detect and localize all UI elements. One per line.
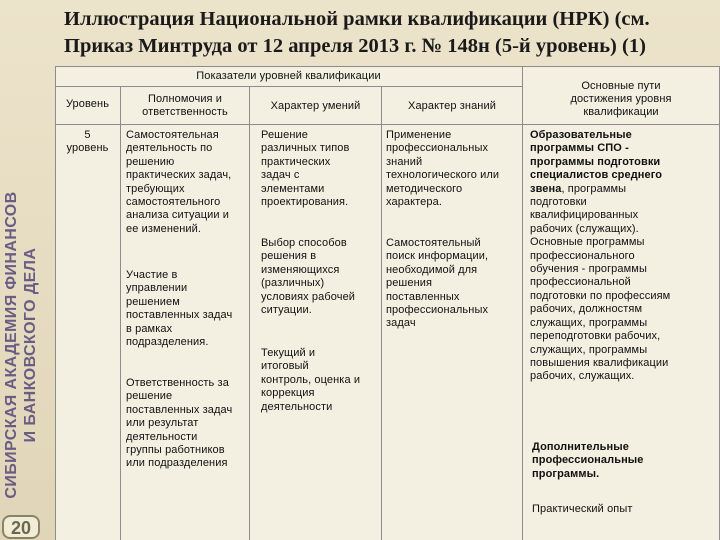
paths-education-heading: Образовательные программы СПО - программы подготовки специалистов среднего звена (530, 129, 663, 195)
paths-education-tail: , программы подготовки квалифицированных рабочих (служащих). Основные программы профессионального обучения - программы профессиональной подготовки по профессиям рабочих, должностям служащих, программы переподготовки рабочих, служащих, программы повышения квалификации рабочих, служащих. (530, 182, 671, 383)
group-header-divider (55, 86, 522, 87)
paths-additional: Дополнительные профессиональные программы. (532, 441, 644, 480)
level-cell: 5 уровень (66, 129, 109, 155)
knowledge-paragraph-1: Применение профессиональных знаний технологического или методического характера. (386, 129, 500, 209)
header-level: Уровень (65, 98, 110, 110)
skills-paragraph-3: Текущий и итоговый контроль, оценка и коррекция деятельности (261, 347, 361, 413)
column-divider-2 (249, 86, 250, 540)
column-divider-3 (381, 86, 382, 540)
header-knowledge: Характер знаний (408, 100, 496, 112)
skills-paragraph-1: Решение различных типов практических задач с элементами проектирования. (261, 129, 350, 209)
table-top-border (55, 66, 720, 67)
authority-paragraph-1: Самостоятельная деятельность по решению практических задач, требующих самостоятельного анализа ситуации и ее изменений. (126, 129, 232, 235)
header-authority: Полномочия и ответственность (142, 93, 228, 118)
academy-vertical-caption: СИБИРСКАЯ АКАДЕМИЯ ФИНАНСОВ И БАНКОВСКОГО ДЕЛА (3, 191, 39, 499)
skills-paragraph-2: Выбор способов решения в изменяющихся (различных) условиях рабочей ситуации. (261, 237, 356, 317)
header-skills: Характер умений (270, 100, 361, 112)
slide-title: Иллюстрация Национальной рамки квалификации (НРК) (см. Приказ Минтруда от 12 апреля 2013 г. № 148н (5-й уровень) (1) (64, 8, 650, 57)
column-divider-4 (522, 66, 523, 540)
authority-paragraph-3: Ответственность за решение поставленных задач или результат деятельности группы работников или подразделения (126, 377, 233, 470)
group-header: Показатели уровней квалификации (196, 70, 381, 82)
knowledge-paragraph-2: Самостоятельный поиск информации, необходимой для решения поставленных профессиональных задач (386, 237, 489, 330)
authority-paragraph-2: Участие в управлении решением поставленных задач в рамках подразделения. (126, 269, 233, 349)
page-number: 20 (2, 515, 40, 539)
paths-practical: Практический опыт (532, 503, 633, 515)
paths-education (530, 129, 718, 384)
qualification-table (55, 66, 720, 540)
column-divider-1 (120, 86, 121, 540)
header-row-divider (55, 124, 720, 125)
header-paths: Основные пути достижения уровня квалификации (570, 80, 672, 118)
